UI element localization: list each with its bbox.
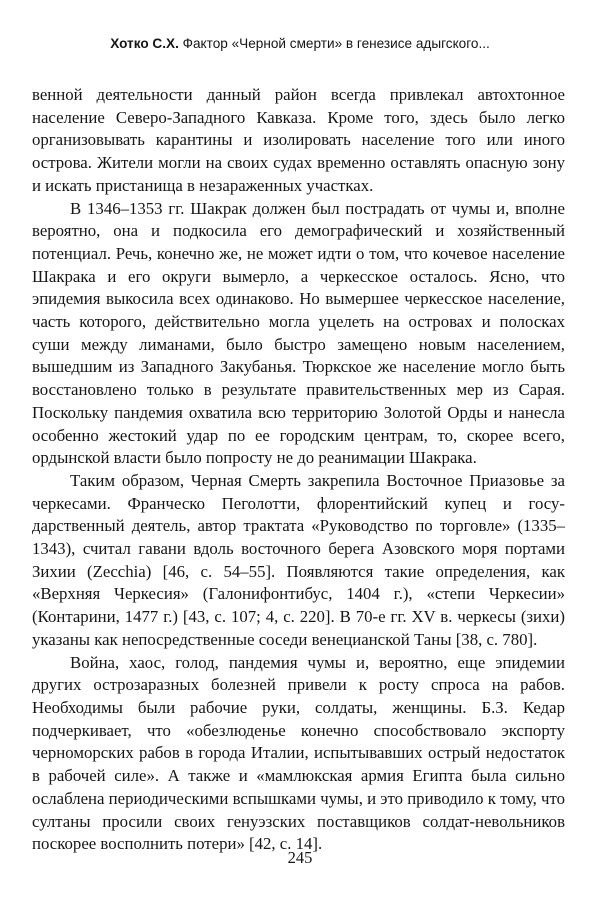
header-title: Фактор «Черной смерти» в генезисе адыгского... (182, 36, 490, 51)
paragraph-circassians-coast: Таким образом, Черная Смерть закрепила Восточное Приазовье за черкесами. Франческо Пеголотти, флорентийский купец и государственный деятель, автор трактата «Руководство по торговле» (1335–1343), считал гавани вдоль восточного берега Азовского моря портами Зихии (Zecchia) [46, с. 54–55]. Появляются такие определения, как «Верхняя Черкесия» (Галонифонтибус, 1404 г.), «степи Черкесии» (Контарини, 1477 г.) [43, с. 107; 4, с. 220]. В 70-е гг. XV в. черкесы (зихи) указаны как непосредственные соседи венецианской Таны [38, с. 780]. (32, 470, 565, 649)
body-text (32, 84, 565, 856)
paragraph-shakrak-plague: В 1346–1353 гг. Шакрак должен был пострадать от чумы и, вполне вероятно, она и подкосила его демографический и хозяйственный потенциал. Речь, конечно же, не может идти о том, что кочевое население Шакрака и его округи вымерло, а черкесское осталось. Ясно, что эпидемия выкосила всех одинаково. Но вымершее черкесское население, часть которого, действительно могла уцелеть на островах и полосках суши между лиманами, было быстро замещено новым населением, вышедшим из Западного Закубанья. Тюркское же население могло быть восстановлено только в результате правительственных мер из Сарая. Поскольку пандемия охватила всю территорию Золотой Орды и нанесла особенно жестокий удар по ее городским центрам, то, скорее всего, ордынской власти было попросту не до реанимации Шакрака. (32, 198, 565, 468)
paragraph-continuation: венной деятельности данный район всегда привлекал автохтонное население Северо-Западного Кавказа. Кроме того, здесь было легко организовывать карантины и изолировать население того или иного острова. Жители могли на своих судах временно оставлять опасную зону и искать пристанища в незараженных участках. (32, 85, 565, 195)
page-number: 245 (287, 848, 313, 867)
paragraph-slave-trade: Война, хаос, голод, пандемия чумы и, вероятно, еще эпидемии других острозаразных болезней привели к росту спроса на рабов. Необходимы были рабочие руки, солдаты, женщины. Б.З. Кедар подчеркивает, что «обезлюденье конечно способствовало экспорту черноморских рабов в города Италии, испытывавших острый недостаток в рабочей силе». А также и «мамлюкская армия Египта была сильно ослаблена периодическими вспышками чумы, и это приводило к тому, что султаны просили своих генуэзских поставщиков солдат-невольников поскорее восполнить потери» [42, с. 14]. (32, 652, 565, 854)
header-author: Хотко С.Х. (110, 36, 179, 51)
running-header (40, 34, 560, 54)
